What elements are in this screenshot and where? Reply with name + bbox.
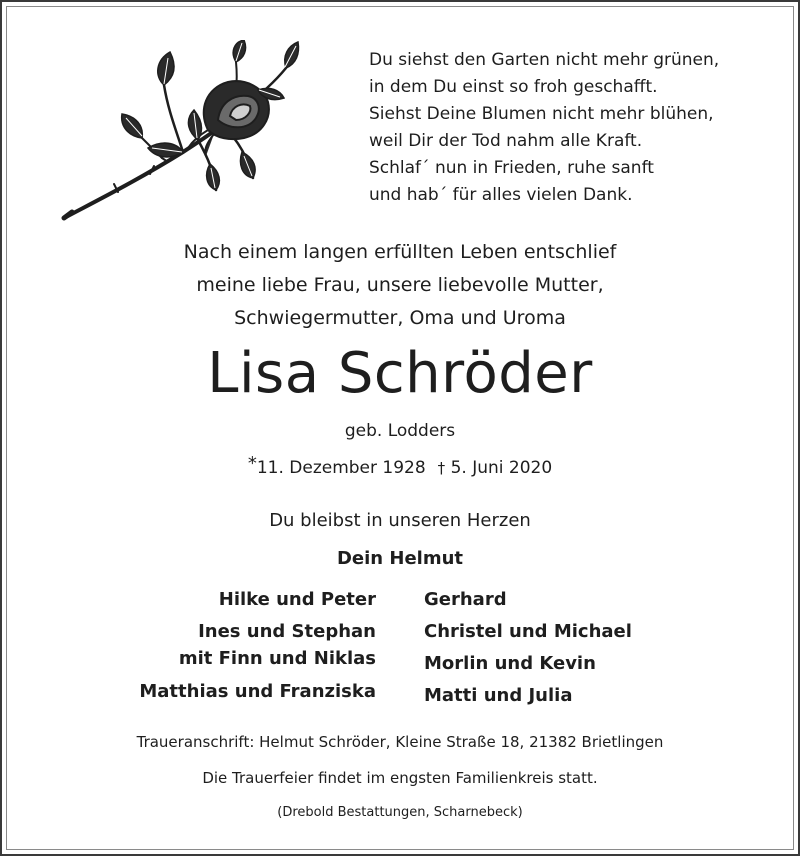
family-entry: Morlin und Kevin xyxy=(424,653,596,674)
birth-symbol: * xyxy=(247,453,257,474)
family-entry: Gerhard xyxy=(424,589,507,610)
family-entry: Matti und Julia xyxy=(424,685,573,706)
poem xyxy=(369,47,719,209)
poem-line: in dem Du einst so froh geschafft. xyxy=(369,77,658,97)
intro-text xyxy=(0,236,800,335)
poem-line: Schlaf´ nun in Frieden, ruhe sanft xyxy=(369,158,654,178)
life-dates xyxy=(0,455,800,481)
birth-date: 11. Dezember 1928 xyxy=(256,458,426,478)
poem-line: Du siehst den Garten nicht mehr grünen, xyxy=(369,50,720,70)
deceased-name: Lisa Schröder xyxy=(207,341,593,406)
mourning-address: Traueranschrift: Helmut Schröder, Kleine Straße 18, 21382 Brietlingen xyxy=(136,733,664,751)
death-symbol: † xyxy=(437,459,446,477)
family-entry: Matthias und Franziska xyxy=(139,681,376,702)
undertaker-credit: (Drebold Bestattungen, Scharnebeck) xyxy=(277,805,523,820)
poem-line: weil Dir der Tod nahm alle Kraft. xyxy=(369,131,643,151)
intro-line: meine liebe Frau, unsere liebevolle Mutter, xyxy=(196,274,604,296)
death-date: 5. Juni 2020 xyxy=(450,458,553,478)
spouse-signature: Dein Helmut xyxy=(336,548,464,569)
ceremony-note: Die Trauerfeier findet im engsten Familienkreis statt. xyxy=(202,769,598,787)
family-entry: mit Finn und Niklas xyxy=(178,648,376,669)
poem-line: Siehst Deine Blumen nicht mehr blühen, xyxy=(369,104,714,124)
family-column-left xyxy=(139,584,376,708)
closing-line: Du bleibst in unseren Herzen xyxy=(269,510,531,531)
intro-line: Nach einem langen erfüllten Leben entschlief xyxy=(183,241,617,263)
rose-icon xyxy=(58,40,303,225)
family-entry: Hilke und Peter xyxy=(218,589,376,610)
maiden-name: geb. Lodders xyxy=(344,421,456,441)
family-entry: Ines und Stephan xyxy=(198,621,376,642)
family-column-right xyxy=(424,584,632,712)
family-entry: Christel und Michael xyxy=(424,621,632,642)
poem-line: und hab´ für alles vielen Dank. xyxy=(369,185,633,205)
intro-line: Schwiegermutter, Oma und Uroma xyxy=(234,307,566,329)
